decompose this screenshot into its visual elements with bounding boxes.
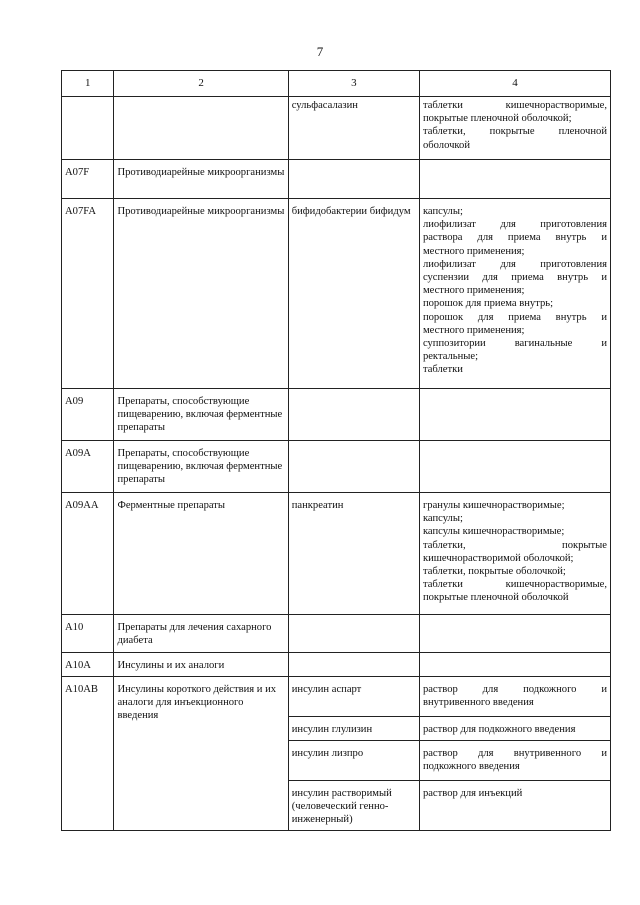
header-col-4: 4 — [419, 71, 610, 97]
table-row — [62, 677, 611, 717]
form-line: суппозитории вагинальные и — [422, 338, 607, 350]
form-line: раствор для подкожного и — [422, 684, 607, 695]
atc-code-cell: A10AB — [62, 677, 114, 831]
atc-code-cell: A10A — [62, 653, 114, 677]
form-line: таблетки кишечнорастворимые, — [422, 579, 607, 591]
table-row — [62, 653, 611, 677]
drug-name-cell: сульфасалазин — [288, 97, 419, 160]
form-line: раствор для внутривенного и — [422, 748, 607, 759]
atc-code-cell — [62, 97, 114, 160]
dosage-forms-cell — [419, 615, 610, 653]
form-line: оболочкой — [422, 139, 470, 151]
header-col-3: 3 — [288, 71, 419, 97]
form-line: суспензии для приема внутрь и — [422, 272, 607, 284]
form-line: лиофилизат для приготовления — [422, 258, 607, 270]
drug-name-cell — [288, 389, 419, 441]
atc-code-cell: A10 — [62, 615, 114, 653]
table-row — [62, 441, 611, 493]
form-line: местного применения; — [422, 324, 525, 336]
table-row — [62, 160, 611, 199]
form-line: порошок для приема внутрь и — [422, 311, 607, 323]
table-row — [62, 615, 611, 653]
form-line: внутривенного введения — [422, 697, 534, 709]
drug-name-cell: бифидобактерии бифидум — [288, 199, 419, 389]
drug-name-cell — [288, 615, 419, 653]
form-line: кишечнорастворимой оболочкой; — [422, 552, 574, 564]
atc-code-cell: A09A — [62, 441, 114, 493]
form-line: таблетки, покрытые оболочкой; — [422, 566, 566, 578]
atc-code-cell: A07F — [62, 160, 114, 199]
dosage-forms-cell — [419, 199, 610, 389]
table-row — [62, 97, 611, 160]
dosage-forms-cell — [419, 741, 610, 781]
dosage-forms-cell — [419, 653, 610, 677]
form-line: капсулы кишечнорастворимые; — [422, 526, 565, 538]
atc-code-cell: A09 — [62, 389, 114, 441]
group-name-cell: Препараты, способствующие пищеварению, включая ферментные препараты — [114, 389, 288, 441]
table-header-row — [62, 71, 611, 97]
header-col-1: 1 — [62, 71, 114, 97]
drug-name-cell: панкреатин — [288, 493, 419, 615]
form-line: таблетки — [422, 364, 463, 376]
header-col-2: 2 — [114, 71, 288, 97]
dosage-forms-cell — [419, 441, 610, 493]
form-line: таблетки, покрытые пленочной — [422, 126, 607, 138]
drug-name-cell — [288, 160, 419, 199]
drug-name-cell — [288, 441, 419, 493]
drug-name-cell: инсулин растворимый (человеческий генно-инженерный) — [288, 781, 419, 831]
table-row — [62, 199, 611, 389]
form-line: покрытые пленочной оболочкой — [422, 592, 569, 604]
atc-code-cell: A07FA — [62, 199, 114, 389]
atc-code-cell: A09AA — [62, 493, 114, 615]
form-line: капсулы; — [422, 206, 463, 217]
dosage-forms-cell — [419, 493, 610, 615]
dosage-forms-cell — [419, 97, 610, 160]
form-line: раствора для приема внутрь и — [422, 232, 607, 244]
drug-name-cell — [288, 653, 419, 677]
form-line: покрытые пленочной оболочкой; — [422, 113, 572, 125]
dosage-forms-cell — [419, 717, 610, 741]
group-name-cell: Препараты, способствующие пищеварению, включая ферментные препараты — [114, 441, 288, 493]
table-row — [62, 389, 611, 441]
form-line: гранулы кишечнорастворимые; — [422, 500, 565, 511]
group-name-cell: Инсулины короткого действия и их аналоги для инъекционного введения — [114, 677, 288, 831]
group-name-cell: Инсулины и их аналоги — [114, 653, 288, 677]
page-number: 7 — [316, 44, 324, 59]
form-line: капсулы; — [422, 513, 463, 525]
table-row — [62, 493, 611, 615]
form-line: подкожного введения — [422, 761, 520, 773]
drug-table — [61, 70, 611, 831]
drug-name-cell: инсулин аспарт — [288, 677, 419, 717]
dosage-forms-cell — [419, 160, 610, 199]
form-line: местного применения; — [422, 245, 525, 257]
form-line: порошок для приема внутрь; — [422, 298, 554, 310]
group-name-cell: Противодиарейные микроорганизмы — [114, 160, 288, 199]
dosage-forms-cell — [419, 677, 610, 717]
group-name-cell — [114, 97, 288, 160]
form-line: раствор для инъекций — [422, 788, 523, 799]
dosage-forms-cell — [419, 781, 610, 831]
group-name-cell: Противодиарейные микроорганизмы — [114, 199, 288, 389]
group-name-cell: Препараты для лечения сахарного диабета — [114, 615, 288, 653]
drug-name-cell: инсулин глулизин — [288, 717, 419, 741]
form-line: таблетки кишечнорастворимые, — [422, 100, 607, 111]
group-name-cell: Ферментные препараты — [114, 493, 288, 615]
form-line: лиофилизат для приготовления — [422, 219, 607, 231]
form-line: таблетки, покрытые — [422, 539, 607, 551]
drug-name-cell: инсулин лизпро — [288, 741, 419, 781]
dosage-forms-cell — [419, 389, 610, 441]
form-line: местного применения; — [422, 285, 525, 297]
form-line: ректальные; — [422, 351, 479, 363]
form-line: раствор для подкожного введения — [422, 724, 576, 735]
